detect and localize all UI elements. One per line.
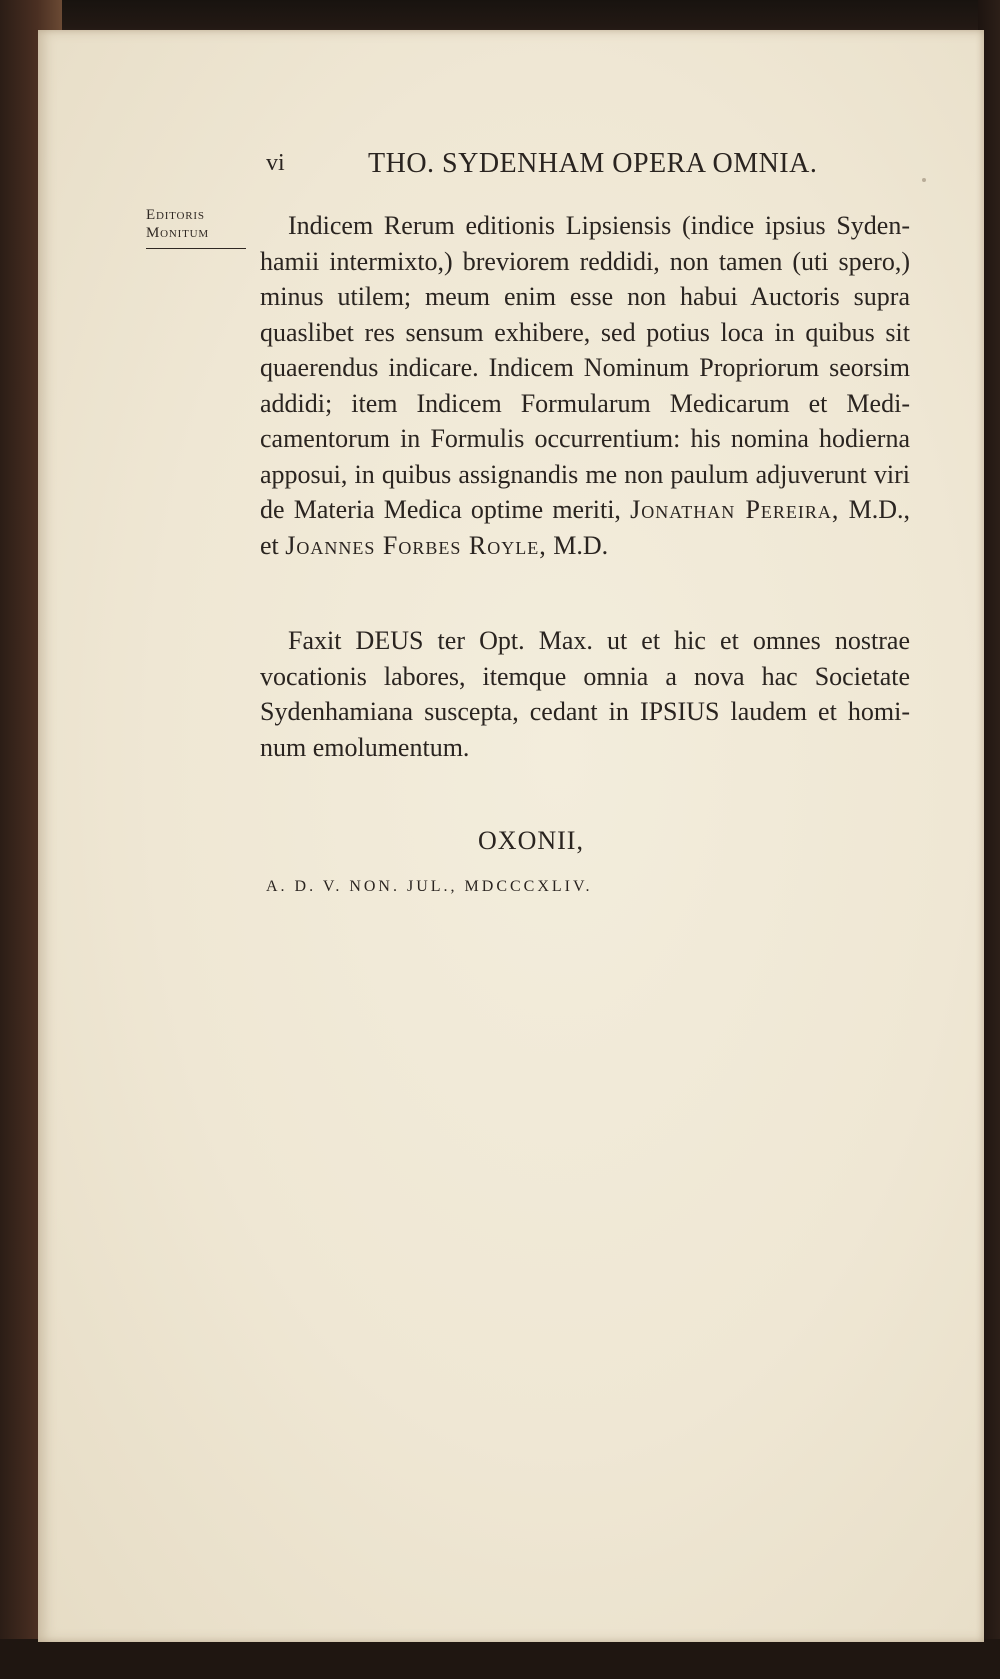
margin-note-line-1: Editoris [146,207,205,223]
closing-place: OXONII, [478,826,584,855]
margin-rule [146,248,246,249]
paragraph-1-end: M.D. [546,530,609,560]
paper-speck [922,178,926,182]
closing-date: A. D. V. NON. JUL., MDCCCXLIV. [266,878,593,895]
margin-note [146,206,246,249]
paragraph-1 [260,208,910,563]
scan-border-bottom [0,1639,1000,1679]
running-head [266,150,886,190]
book-page [38,30,984,1642]
page-title: THO. SYDENHAM OPERA OMNIA. [368,148,818,179]
paragraph-2: Faxit DEUS ter Opt. Max. ut et hic et omnes nostrae vocationis labores, itemque omnia a nova hac Societate Sydenhamiana suscepta, cedant in IPSIUS laudem et hominum emolumentum. [260,626,910,762]
paragraph-1-mid: M.D., et [260,495,910,560]
name-pereira: Jonathan Pereira, [630,495,840,524]
margin-note-line-2: Monitum [146,225,209,241]
name-royle: Joannes Forbes Royle, [285,530,547,560]
page-number: vi [266,150,285,176]
paragraph-1-text: Indicem Rerum editionis Lipsiensis (indice ipsius Sydenhamii intermixto,) breviorem reddidi, non tamen (uti spero,) minus utilem; meum enim esse non habui Auctoris supra quaslibet res sensum exhibere, sed potius loca in quibus sit quaerendus indicare. Indicem Nominum Propriorum seorsim addidi; item Indicem Formularum Medicarum et Medicamentorum in Formulis occurrentium: his nomina hodierna apposui, in quibus assignandis me non paulum adjuverunt viri de Materia Medica optime meriti, [260,211,910,524]
